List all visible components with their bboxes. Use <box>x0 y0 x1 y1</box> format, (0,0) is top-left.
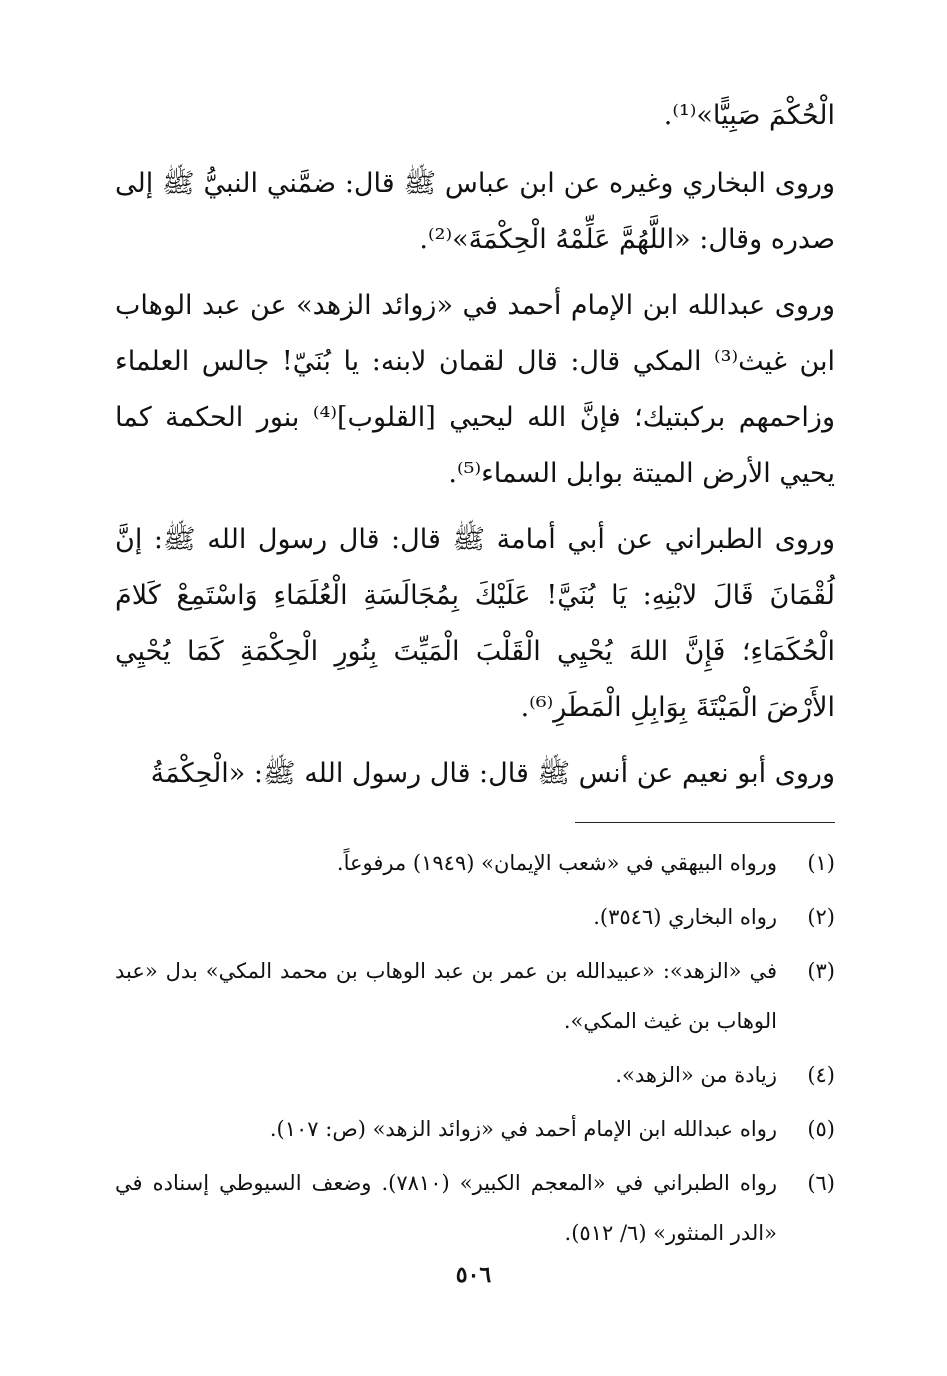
footnote-number: (٣) <box>807 959 835 983</box>
main-text <box>115 88 835 812</box>
footnote-item <box>115 1158 835 1258</box>
footnote-number: (٤) <box>807 1063 835 1087</box>
footnote-number: (٦) <box>807 1171 835 1195</box>
footnote-item <box>115 1104 835 1154</box>
footnote-item <box>115 1050 835 1100</box>
footnote-text: رواه الطبراني في «المعجم الكبير» (٧٨١٠). وضعف السيوطي إسناده في «الدر المنثور» (٦/ ٥١٢). <box>115 1171 777 1245</box>
footnotes <box>115 838 835 1262</box>
footnote-item <box>115 946 835 1046</box>
footnote-item <box>115 892 835 942</box>
footnote-number: (٢) <box>807 905 835 929</box>
footnote-number: (١) <box>807 851 835 875</box>
paragraph: الْحُكْمَ صَبِيًّا»⁽¹⁾. <box>663 100 835 131</box>
footnote-text: رواه عبدالله ابن الإمام أحمد في «زوائد الزهد» (ص: ١٠٧). <box>269 1117 777 1141</box>
page-number: ٥٠٦ <box>455 1262 492 1288</box>
paragraph: وروى أبو نعيم عن أنس ﷺ قال: قال رسول الله ﷺ: «الْحِكْمَةُ <box>150 758 835 789</box>
footnote-separator <box>575 822 835 823</box>
footnote-text: رواه البخاري (٣٥٤٦). <box>593 905 777 929</box>
paragraph: وروى الطبراني عن أبي أمامة ﷺ قال: قال رسول الله ﷺ: إنَّ لُقْمَانَ قَالَ لابْنِهِ: يَا بُنَيَّ! عَلَيْكَ بِمُجَالَسَةِ الْعُلَمَاءِ وَاسْتَمِعْ كَلامَ الْحُكَمَاءِ؛ فَإِنَّ اللهَ يُحْيِي الْقَلْبَ الْمَيِّتَ بِنُورِ الْحِكْمَةِ كَمَا يُحْيِي الأَرْضَ الْمَيْتَةَ بِوَابِلِ الْمَطَرِ⁽⁶⁾. <box>115 524 835 723</box>
footnote-text: زيادة من «الزهد». <box>615 1063 777 1087</box>
footnote-text: ورواه البيهقي في «شعب الإيمان» (١٩٤٩) مرفوعاً. <box>336 851 777 875</box>
paragraph: وروى البخاري وغيره عن ابن عباس ﷺ قال: ضمَّني النبيُّ ﷺ إلى صدره وقال: «اللَّهُمَّ عَلِّمْهُ الْحِكْمَةَ»⁽²⁾. <box>115 168 835 255</box>
footnote-item <box>115 838 835 888</box>
footnote-text: في «الزهد»: «عبيدالله بن عمر بن عبد الوهاب بن محمد المكي» بدل «عبد الوهاب بن غيث المكي». <box>115 959 777 1033</box>
footnote-number: (٥) <box>807 1117 835 1141</box>
paragraph: وروى عبدالله ابن الإمام أحمد في «زوائد الزهد» عن عبد الوهاب ابن غيث⁽³⁾ المكي قال: قال لقمان لابنه: يا بُنَيّ! جالس العلماء وزاحمهم بركبتيك؛ فإنَّ الله ليحيي [القلوب]⁽⁴⁾ بنور الحكمة كما يحيي الأرض الميتة بوابل السماء⁽⁵⁾. <box>115 290 836 489</box>
